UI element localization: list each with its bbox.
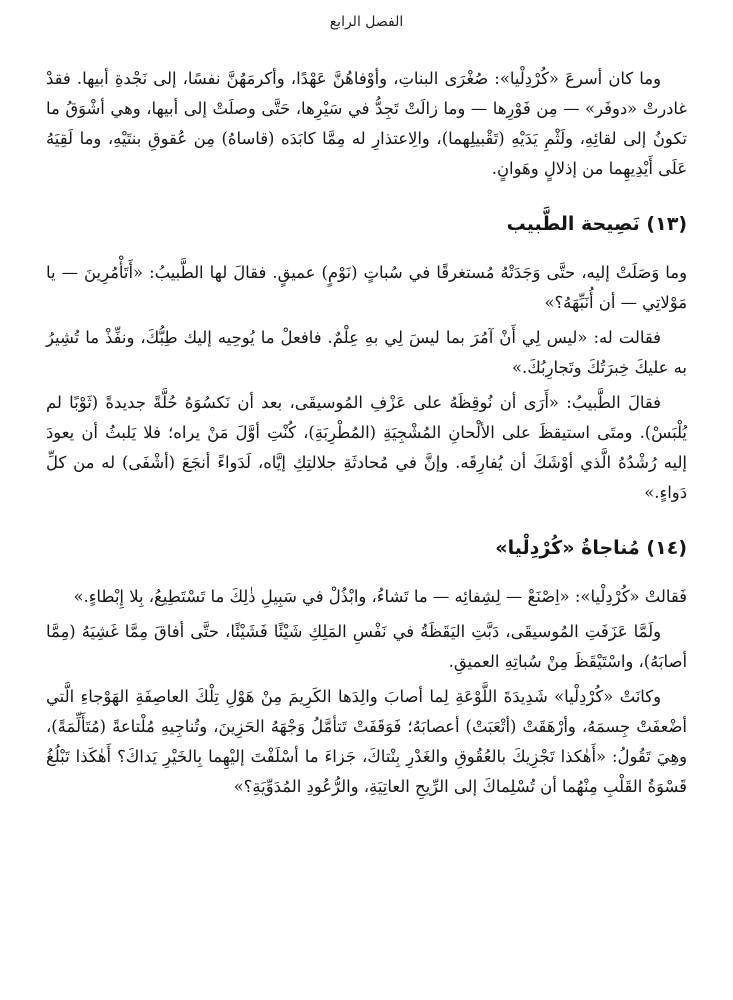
running-head: الفصل الرابع	[329, 14, 404, 30]
intro-paragraph: وما كان أسرعَ «كُرْدِلْيا»: صُغْرَى البناتِ، وأوْفاهُنَّ عَهْدًا، وأكرمَهُنَّ نفسًا، إلى نَجْدةِ أبيها. فقدْ غادرتْ «دوفَر» — مِن فَوْرِها — وما زالَتْ تَجِدُّ في سَيْرِها، حَتَّى وصلَتْ إلى أبيها، وهي أشْوَقُ ما تكونُ إلى لقائِهِ، ولَثْمِ يَدَيْهِ (تَقْبيلِهما)، والِاعتذارِ له مِمَّا كابَدَه (قاساهُ) مِن عُقوقِ بنتَيْهِ، وما لَقِيَهُ عَلَى أَيْدِيهِما من إذلالٍ وهَوانٍ.	[46, 69, 687, 178]
section-13-paragraph-2: فقالت له: «ليس لِي أَنْ آمُرَ بما ليسَ لِي بهِ عِلْمٌ. فافعلْ ما يُوحِيه إليك طِبُّكَ، ونفِّذْ ما تُشِيرُ به عليكَ خِبرَتُكَ وتَجارِبُكَ.»	[46, 328, 687, 377]
section-14-paragraph-2: ولَمَّا عَزَفَتِ المُوسيقَى، دَبَّتِ اليَقَظَةُ في نَفْسِ المَلِكِ شَيْئًا فَشَيْئًا، حتَّى أفاقَ مِمَّا غَشِيَهُ (مِمَّا أصابَهُ)، واسْتَيْقَظَ مِنْ سُباتِهِ العميقِ.	[46, 622, 687, 671]
section-13-paragraph-1: وما وَصَلَتْ إليه، حتَّى وَجَدَتْهُ مُستغرقًا في سُباتٍ (نَوْمٍ) عميقٍ. فقالَ لها الطَّبيبُ: «أَتَأْمُرِينَ — يا مَوْلاتِي — أن أُنَبِّهَهُ؟»	[46, 263, 687, 312]
section-14-paragraph-1: فَقالتْ «كُرْدِلْيا»: «اِصْنَعْ — لِشِفائِه — ما تَشاءُ، وابْذُلْ في سَبِيلِ ذٰلِكَ ما تَسْتَطِيعُ، بِلا إِبْطاءٍ.»	[73, 587, 687, 606]
section-13-heading: (١٣) نَصِيحة الطَّبيب	[506, 213, 687, 235]
section-13-paragraph-3: فقالَ الطَّبيبُ: «أَرَى أن نُوقِظَهُ على عَزْفِ المُوسيقَى، بعد أن نَكسُوَهُ حُلَّةً جديدةً (ثَوْبًا لم يُلْبَسْ). ومتَى استيقظَ على الألْحانِ المُشْجِيَةِ (المُطْرِبَةِ)، كُنْتِ أوَّلَ مَنْ يراه؛ فلا يَلبثُ أن يعودَ إليه رُشْدُهُ الَّذي أوْشَكَ أن يُفارِقَه. وإنَّ في مُحادثَةِ جلالتِكِ إيَّاه، لَدَواءً أنجَعَ (أشْفَى) له من كلِّ دَواءٍ.»	[46, 393, 687, 502]
section-14-heading: (١٤) مُناجاةُ «كُرْدِلْيا»	[495, 537, 687, 559]
section-14-paragraph-3: وكانَتْ «كُرْدِلْيا» شَدِيدَةَ اللَّوْعَةِ لِما أصابَ والِدَها الكَرِيمَ مِنْ هَوْلِ تِلْكَ العاصِفَةِ الهَوْجاءِ الَّتي أضْعفَتْ جِسمَهُ، وأرْهَقَتْ (أتْعَبَتْ) أعصابَهُ؛ فَوَقَفَتْ تَتأمَّلُ وَجْهَهُ الحَزِينَ، وتُناجِيهِ مُلْتاعةً (مُتَأَلِّمَةً)، وهِيَ تَقُولُ: «أَهٰكذا تَجْزِيكَ بالعُقُوقِ والغَدْرِ بِنْتاكَ، جَزاءَ ما أسْلَفْتَ إليْهِما بِالخَيْرِ يَداكَ؟ أَهٰكَذا تَبْلُغُ قَسْوَةُ القَلْبِ مِنْهُما أن تُسْلِماكَ إلى الرِّيحِ العاتِيَةِ، والرُّعُودِ المُدَوِّيَةِ؟»	[46, 687, 687, 796]
